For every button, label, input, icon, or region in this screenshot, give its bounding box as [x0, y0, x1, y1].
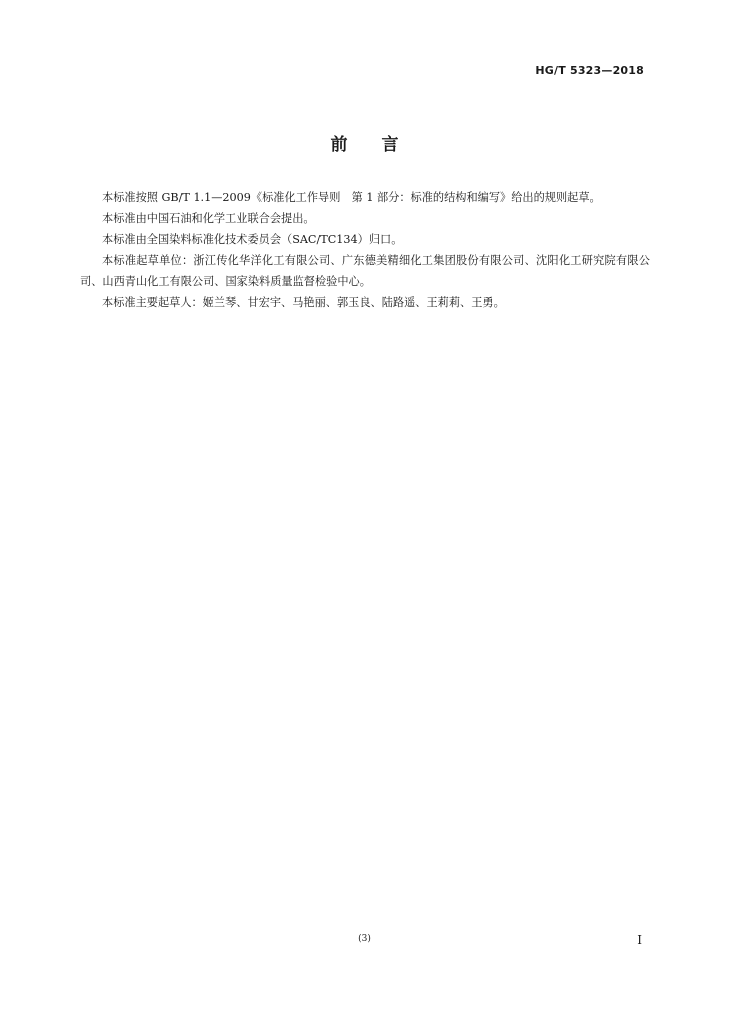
foreword-body: [80, 187, 650, 313]
page-marker: (3): [358, 934, 371, 944]
paragraph-proposer: 本标准由中国石油和化学工业联合会提出。: [102, 212, 315, 225]
paragraph-drafters: 本标准主要起草人：姬兰琴、甘宏宇、马艳丽、郭玉良、陆路遥、王莉莉、王勇。: [102, 296, 505, 309]
paragraph-drafting-units: 本标准起草单位：浙江传化华洋化工有限公司、广东德美精细化工集团股份有限公司、沈阳化工研究院有限公司、山西青山化工有限公司、国家染料质量监督检验中心。: [80, 254, 650, 288]
page-number: I: [637, 933, 642, 947]
paragraph-committee: 本标准由全国染料标准化技术委员会（SAC/TC134）归口。: [102, 233, 403, 246]
document-identifier: HG/T 5323—2018: [535, 64, 644, 77]
paragraph-drafting-rules: 本标准按照 GB/T 1.1—2009《标准化工作导则 第 1 部分：标准的结构和编写》给出的规则起草。: [102, 191, 601, 204]
section-title: 前言: [330, 135, 433, 155]
